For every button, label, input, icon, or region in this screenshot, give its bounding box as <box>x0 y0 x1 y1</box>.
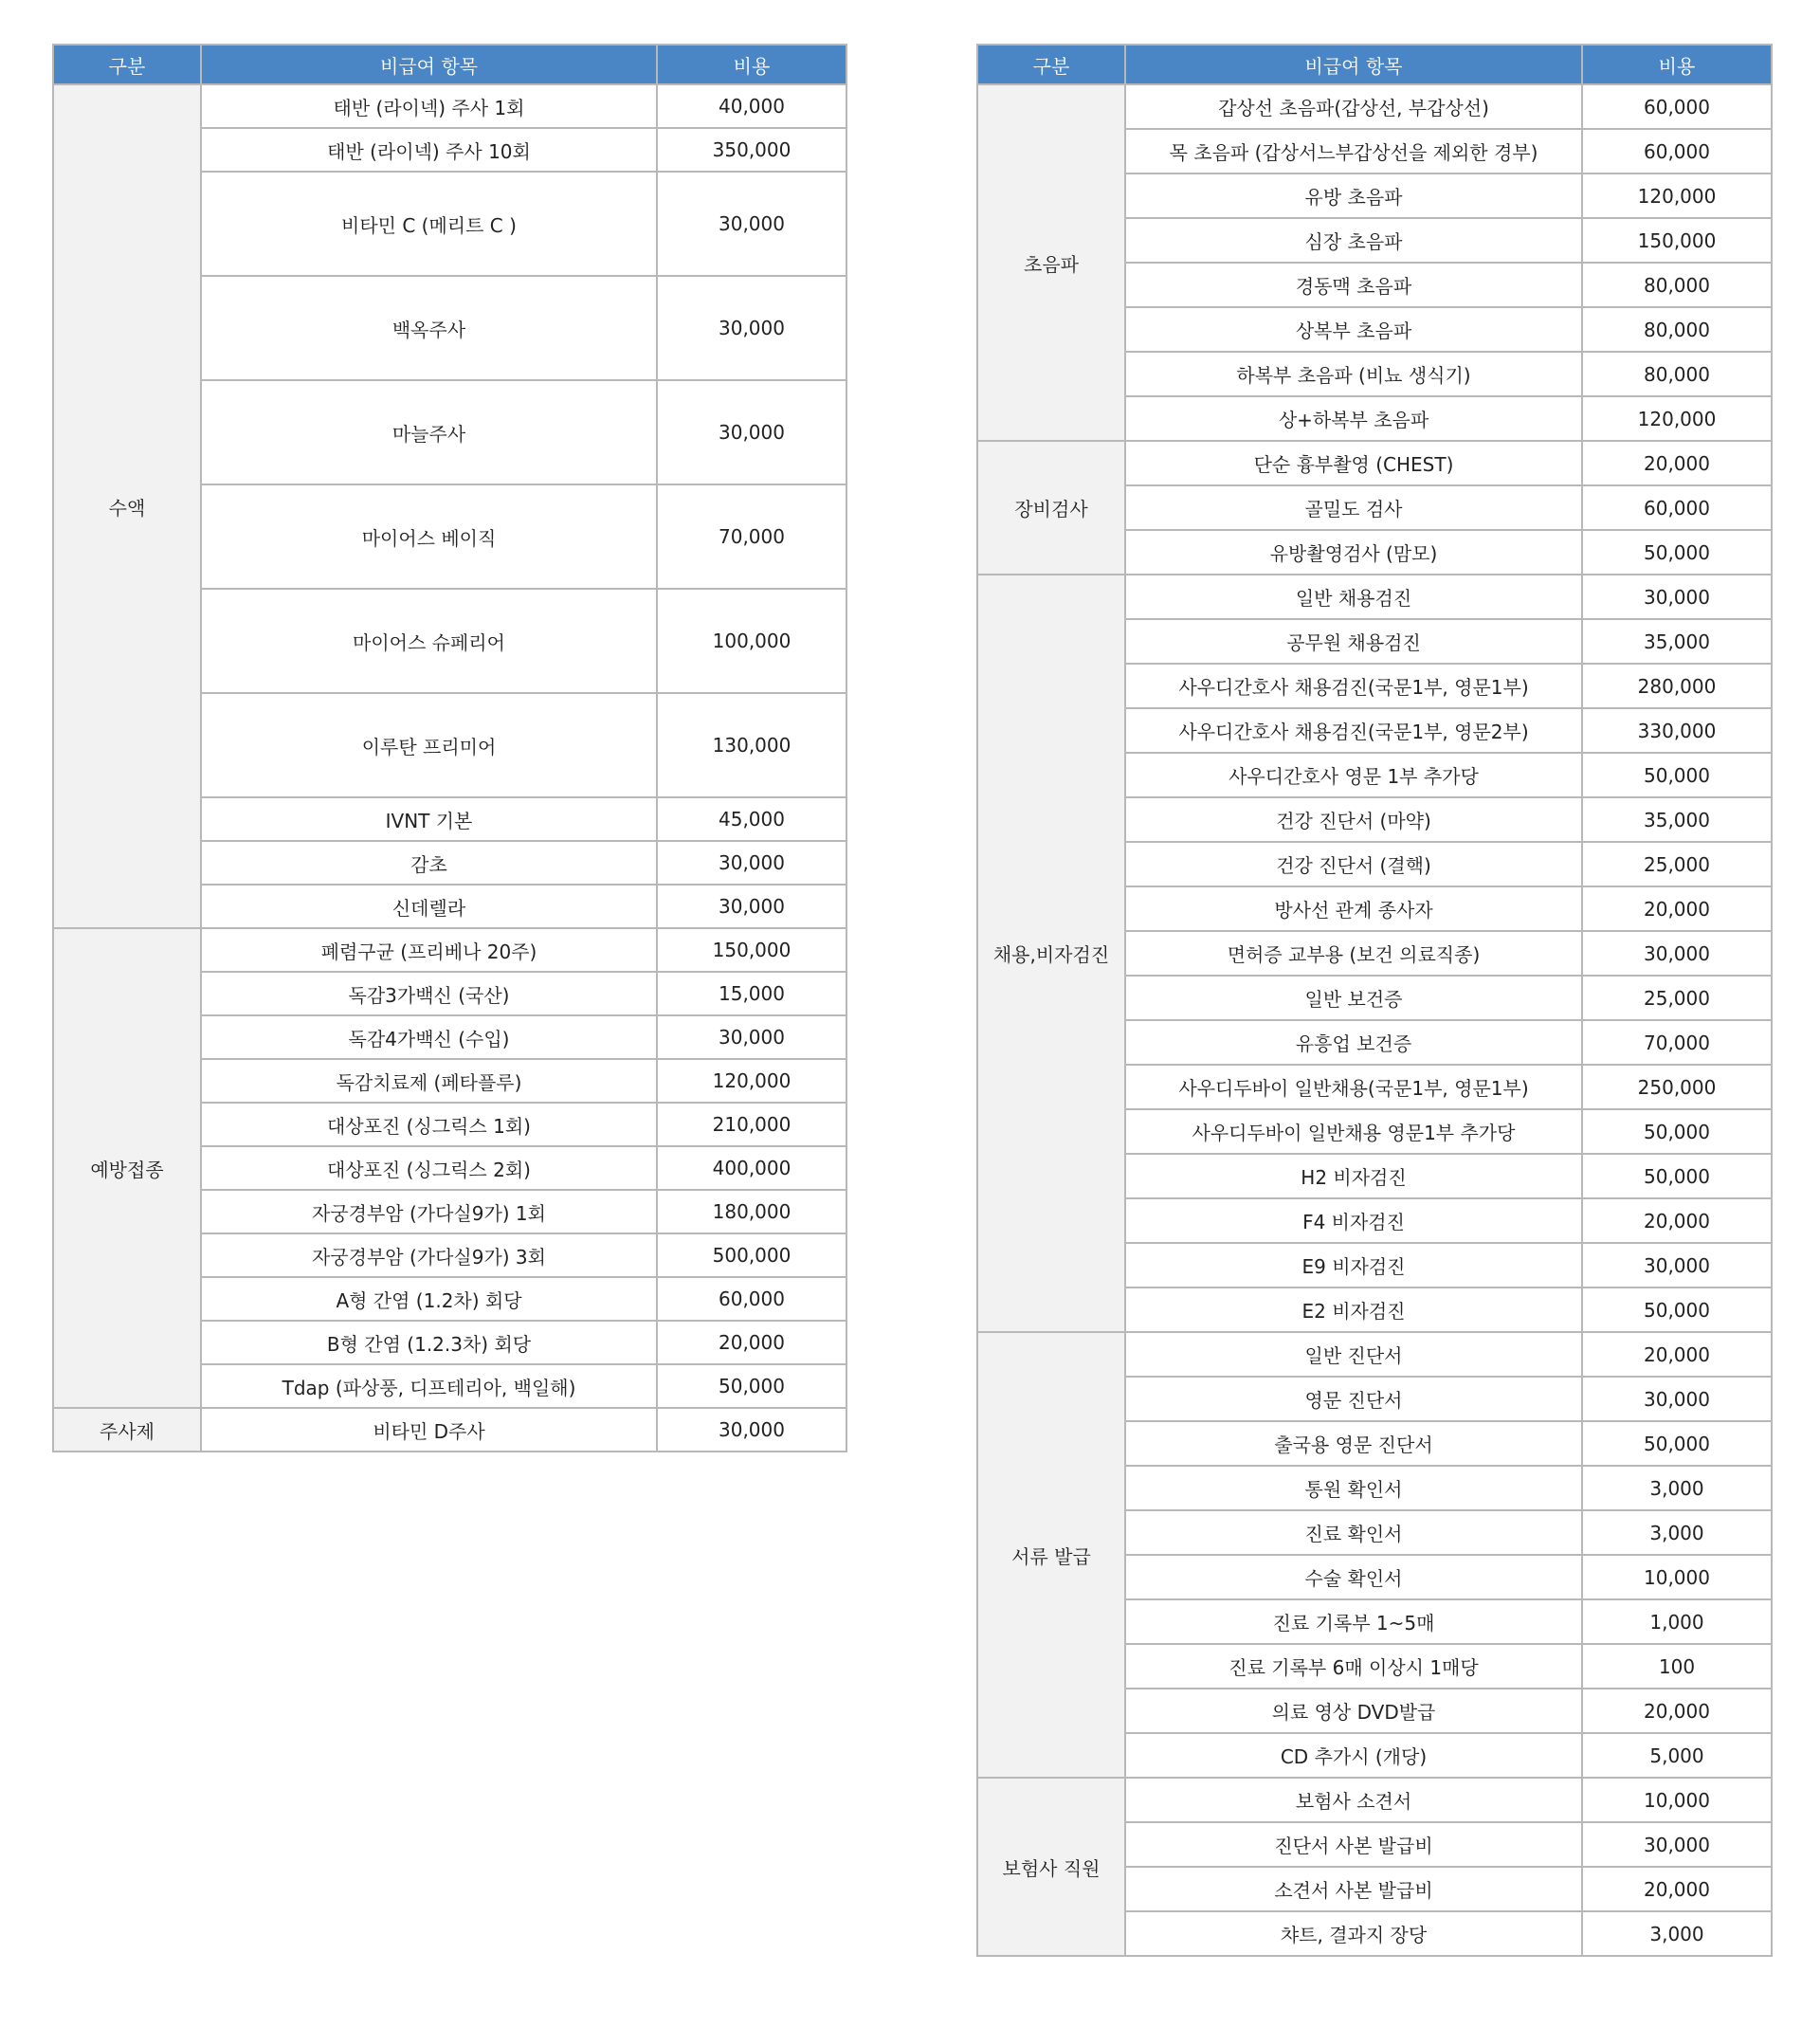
item-cell: 사우디두바이 일반채용(국문1부, 영문1부) <box>1125 1065 1582 1109</box>
item-cell: 공무원 채용검진 <box>1125 619 1582 664</box>
cost-cell: 150,000 <box>1582 218 1772 263</box>
cost-cell: 1,000 <box>1582 1599 1772 1644</box>
item-cell: 자궁경부암 (가다실9가) 3회 <box>201 1233 657 1277</box>
cost-cell: 120,000 <box>1582 173 1772 218</box>
item-cell: 상+하복부 초음파 <box>1125 396 1582 441</box>
category-cell: 주사제 <box>53 1408 201 1452</box>
item-cell: 진료 기록부 6매 이상시 1매당 <box>1125 1644 1582 1689</box>
item-cell: 자궁경부암 (가다실9가) 1회 <box>201 1190 657 1233</box>
cost-cell: 500,000 <box>657 1233 846 1277</box>
cost-cell: 5,000 <box>1582 1733 1772 1778</box>
cost-cell: 60,000 <box>1582 84 1772 129</box>
header-item: 비급여 항목 <box>1125 45 1582 84</box>
non-covered-fee-table-left <box>52 44 847 1452</box>
item-cell: 유방 초음파 <box>1125 173 1582 218</box>
cost-cell: 35,000 <box>1582 619 1772 664</box>
item-cell: 태반 (라이넥) 주사 1회 <box>201 84 657 128</box>
cost-cell: 25,000 <box>1582 842 1772 886</box>
item-cell: 비타민 C (메리트 C ) <box>201 172 657 276</box>
item-cell: E2 비자검진 <box>1125 1287 1582 1332</box>
cost-cell: 20,000 <box>1582 1332 1772 1377</box>
category-cell: 서류 발급 <box>977 1332 1125 1778</box>
cost-cell: 30,000 <box>657 1408 846 1452</box>
cost-cell: 30,000 <box>657 841 846 885</box>
cost-cell: 50,000 <box>1582 1287 1772 1332</box>
cost-cell: 50,000 <box>657 1364 846 1408</box>
cost-cell: 120,000 <box>657 1059 846 1103</box>
item-cell: E9 비자검진 <box>1125 1243 1582 1287</box>
item-cell: 챠트, 결과지 장당 <box>1125 1911 1582 1956</box>
item-cell: 독감치료제 (페타플루) <box>201 1059 657 1103</box>
cost-cell: 180,000 <box>657 1190 846 1233</box>
item-cell: 일반 채용검진 <box>1125 575 1582 619</box>
cost-cell: 50,000 <box>1582 1421 1772 1466</box>
table-row <box>977 1778 1772 1822</box>
category-cell: 장비검사 <box>977 441 1125 575</box>
item-cell: 일반 진단서 <box>1125 1332 1582 1377</box>
item-cell: 마이어스 베이직 <box>201 484 657 589</box>
item-cell: 영문 진단서 <box>1125 1377 1582 1421</box>
item-cell: 소견서 사본 발급비 <box>1125 1867 1582 1911</box>
cost-cell: 20,000 <box>1582 1689 1772 1733</box>
item-cell: 백옥주사 <box>201 276 657 380</box>
header-item: 비급여 항목 <box>201 45 657 84</box>
cost-cell: 30,000 <box>1582 1377 1772 1421</box>
header-row <box>977 45 1772 84</box>
cost-cell: 30,000 <box>657 380 846 484</box>
item-cell: 대상포진 (싱그릭스 1회) <box>201 1103 657 1146</box>
table-row <box>53 84 846 128</box>
item-cell: 면허증 교부용 (보건 의료직종) <box>1125 931 1582 976</box>
item-cell: 통원 확인서 <box>1125 1466 1582 1510</box>
item-cell: 건강 진단서 (결핵) <box>1125 842 1582 886</box>
cost-cell: 35,000 <box>1582 797 1772 842</box>
item-cell: 의료 영상 DVD발급 <box>1125 1689 1582 1733</box>
cost-cell: 20,000 <box>1582 441 1772 485</box>
cost-cell: 30,000 <box>1582 1243 1772 1287</box>
item-cell: 심장 초음파 <box>1125 218 1582 263</box>
item-cell: Tdap (파상풍, 디프테리아, 백일해) <box>201 1364 657 1408</box>
left-table-body <box>53 84 846 1452</box>
table-row <box>53 928 846 972</box>
item-cell: 마이어스 슈페리어 <box>201 589 657 693</box>
cost-cell: 20,000 <box>657 1321 846 1364</box>
item-cell: F4 비자검진 <box>1125 1198 1582 1243</box>
item-cell: 독감3가백신 (국산) <box>201 972 657 1015</box>
table-row <box>977 84 1772 129</box>
header-cost: 비용 <box>657 45 846 84</box>
cost-cell: 30,000 <box>657 172 846 276</box>
item-cell: 진단서 사본 발급비 <box>1125 1822 1582 1867</box>
item-cell: 단순 흉부촬영 (CHEST) <box>1125 441 1582 485</box>
item-cell: IVNT 기본 <box>201 797 657 841</box>
cost-cell: 15,000 <box>657 972 846 1015</box>
table-row <box>977 441 1772 485</box>
item-cell: 경동맥 초음파 <box>1125 263 1582 307</box>
cost-cell: 210,000 <box>657 1103 846 1146</box>
cost-cell: 3,000 <box>1582 1510 1772 1555</box>
item-cell: 수술 확인서 <box>1125 1555 1582 1599</box>
cost-cell: 50,000 <box>1582 753 1772 797</box>
table-row <box>53 1408 846 1452</box>
table-row <box>977 575 1772 619</box>
item-cell: B형 간염 (1.2.3차) 회당 <box>201 1321 657 1364</box>
item-cell: 출국용 영문 진단서 <box>1125 1421 1582 1466</box>
cost-cell: 20,000 <box>1582 1198 1772 1243</box>
item-cell: 갑상선 초음파(갑상선, 부갑상선) <box>1125 84 1582 129</box>
cost-cell: 70,000 <box>1582 1020 1772 1065</box>
cost-cell: 20,000 <box>1582 886 1772 931</box>
cost-cell: 60,000 <box>657 1277 846 1321</box>
cost-cell: 350,000 <box>657 128 846 172</box>
item-cell: 유방촬영검사 (맘모) <box>1125 530 1582 575</box>
item-cell: 감초 <box>201 841 657 885</box>
cost-cell: 30,000 <box>1582 1822 1772 1867</box>
item-cell: 진료 기록부 1~5매 <box>1125 1599 1582 1644</box>
cost-cell: 50,000 <box>1582 1154 1772 1198</box>
item-cell: 신데렐라 <box>201 885 657 928</box>
cost-cell: 80,000 <box>1582 307 1772 352</box>
item-cell: 건강 진단서 (마약) <box>1125 797 1582 842</box>
item-cell: H2 비자검진 <box>1125 1154 1582 1198</box>
cost-cell: 250,000 <box>1582 1065 1772 1109</box>
item-cell: 폐렴구균 (프리베나 20주) <box>201 928 657 972</box>
category-cell: 수액 <box>53 84 201 928</box>
item-cell: 유흥업 보건증 <box>1125 1020 1582 1065</box>
cost-cell: 30,000 <box>657 885 846 928</box>
right-table-body <box>977 84 1772 1956</box>
item-cell: 대상포진 (싱그릭스 2회) <box>201 1146 657 1190</box>
cost-cell: 30,000 <box>657 276 846 380</box>
cost-cell: 280,000 <box>1582 664 1772 708</box>
cost-cell: 3,000 <box>1582 1466 1772 1510</box>
category-cell: 채용,비자검진 <box>977 575 1125 1332</box>
item-cell: 보험사 소견서 <box>1125 1778 1582 1822</box>
item-cell: 독감4가백신 (수입) <box>201 1015 657 1059</box>
non-covered-fee-table-right <box>976 44 1773 1957</box>
cost-cell: 45,000 <box>657 797 846 841</box>
cost-cell: 25,000 <box>1582 976 1772 1020</box>
category-cell: 보험사 직원 <box>977 1778 1125 1956</box>
cost-cell: 50,000 <box>1582 1109 1772 1154</box>
cost-cell: 400,000 <box>657 1146 846 1190</box>
cost-cell: 10,000 <box>1582 1778 1772 1822</box>
item-cell: 태반 (라이넥) 주사 10회 <box>201 128 657 172</box>
cost-cell: 80,000 <box>1582 263 1772 307</box>
item-cell: 목 초음파 (갑상서느부갑상선을 제외한 경부) <box>1125 129 1582 173</box>
cost-cell: 3,000 <box>1582 1911 1772 1956</box>
cost-cell: 330,000 <box>1582 708 1772 753</box>
header-cost: 비용 <box>1582 45 1772 84</box>
header-category: 구분 <box>977 45 1125 84</box>
item-cell: 이루탄 프리미어 <box>201 693 657 797</box>
cost-cell: 70,000 <box>657 484 846 589</box>
cost-cell: 60,000 <box>1582 485 1772 530</box>
item-cell: 사우디간호사 채용검진(국문1부, 영문1부) <box>1125 664 1582 708</box>
item-cell: 비타민 D주사 <box>201 1408 657 1452</box>
item-cell: 골밀도 검사 <box>1125 485 1582 530</box>
table-row <box>977 1332 1772 1377</box>
item-cell: A형 간염 (1.2차) 회당 <box>201 1277 657 1321</box>
cost-cell: 20,000 <box>1582 1867 1772 1911</box>
item-cell: 사우디간호사 채용검진(국문1부, 영문2부) <box>1125 708 1582 753</box>
item-cell: 사우디간호사 영문 1부 추가당 <box>1125 753 1582 797</box>
cost-cell: 100 <box>1582 1644 1772 1689</box>
item-cell: 사우디두바이 일반채용 영문1부 추가당 <box>1125 1109 1582 1154</box>
category-cell: 예방접종 <box>53 928 201 1408</box>
cost-cell: 100,000 <box>657 589 846 693</box>
header-category: 구분 <box>53 45 201 84</box>
cost-cell: 60,000 <box>1582 129 1772 173</box>
cost-cell: 50,000 <box>1582 530 1772 575</box>
cost-cell: 10,000 <box>1582 1555 1772 1599</box>
cost-cell: 120,000 <box>1582 396 1772 441</box>
cost-cell: 40,000 <box>657 84 846 128</box>
cost-cell: 130,000 <box>657 693 846 797</box>
cost-cell: 30,000 <box>657 1015 846 1059</box>
category-cell: 초음파 <box>977 84 1125 441</box>
item-cell: 일반 보건증 <box>1125 976 1582 1020</box>
item-cell: CD 추가시 (개당) <box>1125 1733 1582 1778</box>
cost-cell: 30,000 <box>1582 931 1772 976</box>
cost-cell: 80,000 <box>1582 352 1772 396</box>
item-cell: 진료 확인서 <box>1125 1510 1582 1555</box>
item-cell: 마늘주사 <box>201 380 657 484</box>
cost-cell: 150,000 <box>657 928 846 972</box>
header-row <box>53 45 846 84</box>
item-cell: 방사선 관계 종사자 <box>1125 886 1582 931</box>
item-cell: 상복부 초음파 <box>1125 307 1582 352</box>
item-cell: 하복부 초음파 (비뇨 생식기) <box>1125 352 1582 396</box>
cost-cell: 30,000 <box>1582 575 1772 619</box>
